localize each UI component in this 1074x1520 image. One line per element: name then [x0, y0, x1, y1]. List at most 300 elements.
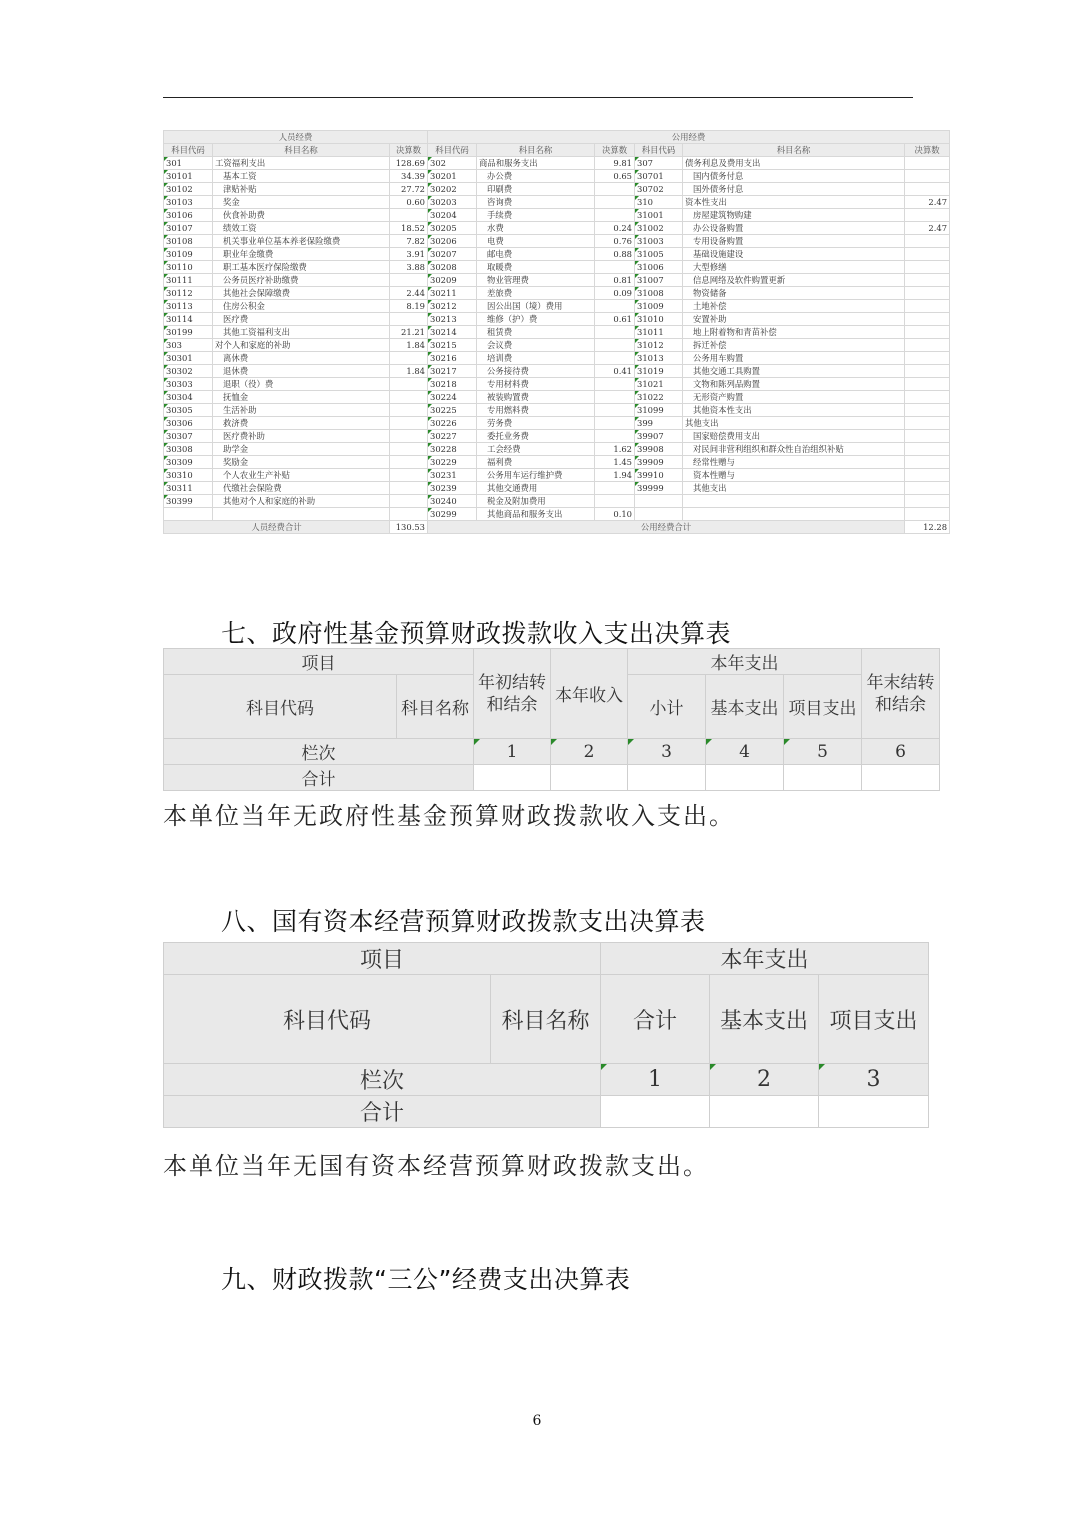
- table-row: [164, 235, 950, 248]
- public-a-amount-cell: [595, 326, 635, 339]
- public-a-code-cell: 30218: [428, 378, 477, 391]
- public-a-amount-cell: [595, 209, 635, 222]
- public-b-code-cell: 39910: [635, 469, 683, 482]
- h-basic: 基本支出: [710, 975, 819, 1064]
- public-a-code-cell: 30203: [428, 196, 477, 209]
- personnel-code-cell: 30108: [164, 235, 213, 248]
- public-b-name-cell: 拆迁补偿: [683, 339, 905, 352]
- public-b-code-cell: 39909: [635, 456, 683, 469]
- h-name: 科目名称: [397, 675, 474, 739]
- personnel-code-cell: 30101: [164, 170, 213, 183]
- public-b-code-cell: 31006: [635, 261, 683, 274]
- personnel-code-cell: 30309: [164, 456, 213, 469]
- public-a-amount-cell: 0.24: [595, 222, 635, 235]
- personnel-name-cell: 职业年金缴费: [213, 248, 390, 261]
- public-b-name-cell: 办公设备购置: [683, 222, 905, 235]
- public-a-name-cell: 公务用车运行维护费: [477, 469, 595, 482]
- table-row: [164, 222, 950, 235]
- public-a-code-cell: 30217: [428, 365, 477, 378]
- public-b-amount-cell: 2.47: [905, 196, 950, 209]
- public-b-name-cell: 其他支出: [683, 417, 905, 430]
- public-a-name-cell: 专用材料费: [477, 378, 595, 391]
- table-row: [164, 469, 950, 482]
- section8-heading: 八、国有资本经营预算财政拨款支出决算表: [221, 907, 706, 936]
- public-a-name-cell: 租赁费: [477, 326, 595, 339]
- public-b-amount-cell: [905, 430, 950, 443]
- public-a-code-cell: 30204: [428, 209, 477, 222]
- personnel-amount-cell: [390, 456, 428, 469]
- public-b-amount-cell: [905, 417, 950, 430]
- public-a-name-cell: 劳务费: [477, 417, 595, 430]
- public-b-amount-cell: [905, 274, 950, 287]
- public-b-code-cell: 39999: [635, 482, 683, 495]
- public-b-code-cell: 31001: [635, 209, 683, 222]
- personnel-name-cell: [213, 508, 390, 521]
- col-num: 1: [474, 739, 551, 765]
- public-total-label: 公用经费合计: [428, 521, 905, 534]
- public-b-code-cell: 31007: [635, 274, 683, 287]
- public-a-name-cell: 电费: [477, 235, 595, 248]
- personnel-amount-cell: [390, 209, 428, 222]
- h-code: 科目代码: [164, 675, 397, 739]
- table-row: [164, 456, 950, 469]
- personnel-amount-cell: [390, 352, 428, 365]
- personnel-code-cell: 30310: [164, 469, 213, 482]
- section7-note: 本单位当年无政府性基金预算财政拨款收入支出。: [163, 802, 735, 830]
- col-amount: 决算数: [595, 144, 635, 157]
- personnel-name-cell: 津贴补贴: [213, 183, 390, 196]
- public-b-name-cell: 经常性赠与: [683, 456, 905, 469]
- public-b-name-cell: 大型修缮: [683, 261, 905, 274]
- table-row: [164, 196, 950, 209]
- public-b-amount-cell: [905, 404, 950, 417]
- table-row: [164, 482, 950, 495]
- col-num: 2: [551, 739, 628, 765]
- personnel-name-cell: 抚恤金: [213, 391, 390, 404]
- public-b-name-cell: 国内债务付息: [683, 170, 905, 183]
- public-a-amount-cell: [595, 339, 635, 352]
- personnel-code-cell: 30305: [164, 404, 213, 417]
- total-cell: [819, 1096, 929, 1128]
- public-a-code-cell: 30212: [428, 300, 477, 313]
- h-begin: 年初结转和结余: [474, 649, 551, 739]
- public-b-name-cell: 国家赔偿费用支出: [683, 430, 905, 443]
- table-row: [164, 391, 950, 404]
- public-a-amount-cell: [595, 391, 635, 404]
- public-b-name-cell: 其他支出: [683, 482, 905, 495]
- public-b-amount-cell: [905, 365, 950, 378]
- personnel-code-cell: 30103: [164, 196, 213, 209]
- public-a-amount-cell: [595, 430, 635, 443]
- personnel-code-cell: 303: [164, 339, 213, 352]
- public-b-name-cell: 房屋建筑物购建: [683, 209, 905, 222]
- personnel-amount-cell: [390, 378, 428, 391]
- personnel-amount-cell: [390, 404, 428, 417]
- public-a-code-cell: 30227: [428, 430, 477, 443]
- public-b-name-cell: 地上附着物和青苗补偿: [683, 326, 905, 339]
- public-a-amount-cell: [595, 261, 635, 274]
- total-cell: [601, 1096, 710, 1128]
- public-a-code-cell: 302: [428, 157, 477, 170]
- personnel-amount-cell: 128.69: [390, 157, 428, 170]
- table-row: [164, 313, 950, 326]
- public-a-name-cell: 水费: [477, 222, 595, 235]
- personnel-amount-cell: [390, 508, 428, 521]
- public-a-code-cell: 30216: [428, 352, 477, 365]
- public-total: 12.28: [905, 521, 950, 534]
- personnel-code-cell: 30307: [164, 430, 213, 443]
- public-a-code-cell: 30209: [428, 274, 477, 287]
- header-personnel: 人员经费: [164, 131, 428, 144]
- public-a-code-cell: 30228: [428, 443, 477, 456]
- public-b-code-cell: 31099: [635, 404, 683, 417]
- public-a-code-cell: 30214: [428, 326, 477, 339]
- personnel-amount-cell: 8.19: [390, 300, 428, 313]
- col-name: 科目名称: [477, 144, 595, 157]
- table-row: [164, 365, 950, 378]
- public-a-name-cell: 福利费: [477, 456, 595, 469]
- table-row: [164, 339, 950, 352]
- h-item: 项目: [164, 943, 601, 975]
- personnel-code-cell: 30199: [164, 326, 213, 339]
- personnel-name-cell: 个人农业生产补贴: [213, 469, 390, 482]
- personnel-code-cell: 30114: [164, 313, 213, 326]
- personnel-name-cell: 工资福利支出: [213, 157, 390, 170]
- public-a-name-cell: 邮电费: [477, 248, 595, 261]
- public-a-name-cell: 税金及附加费用: [477, 495, 595, 508]
- personnel-code-cell: 30303: [164, 378, 213, 391]
- public-b-name-cell: 基础设施建设: [683, 248, 905, 261]
- personnel-name-cell: 伙食补助费: [213, 209, 390, 222]
- total-cell: [474, 765, 551, 791]
- personnel-amount-cell: 18.52: [390, 222, 428, 235]
- public-a-code-cell: 30201: [428, 170, 477, 183]
- col-amount: 决算数: [390, 144, 428, 157]
- public-a-code-cell: 30239: [428, 482, 477, 495]
- total-cell: [862, 765, 940, 791]
- col-num: 3: [628, 739, 706, 765]
- public-b-amount-cell: [905, 469, 950, 482]
- personnel-code-cell: 30301: [164, 352, 213, 365]
- public-a-code-cell: 30213: [428, 313, 477, 326]
- personnel-amount-cell: 2.44: [390, 287, 428, 300]
- table-row: [164, 352, 950, 365]
- public-a-code-cell: 30215: [428, 339, 477, 352]
- col-num: 1: [601, 1064, 710, 1096]
- public-a-amount-cell: 0.41: [595, 365, 635, 378]
- table-row: [164, 183, 950, 196]
- table-row: [164, 443, 950, 456]
- public-a-name-cell: 因公出国（境）费用: [477, 300, 595, 313]
- personnel-code-cell: 30102: [164, 183, 213, 196]
- public-a-code-cell: 30299: [428, 508, 477, 521]
- public-a-code-cell: 30231: [428, 469, 477, 482]
- col-amount: 决算数: [905, 144, 950, 157]
- personnel-amount-cell: 0.60: [390, 196, 428, 209]
- public-b-code-cell: 31010: [635, 313, 683, 326]
- public-b-amount-cell: [905, 183, 950, 196]
- public-b-name-cell: 资本性赠与: [683, 469, 905, 482]
- total-cell: [706, 765, 784, 791]
- public-b-code-cell: [635, 508, 683, 521]
- public-a-name-cell: 取暖费: [477, 261, 595, 274]
- public-b-code-cell: 31021: [635, 378, 683, 391]
- public-a-amount-cell: 0.65: [595, 170, 635, 183]
- public-b-code-cell: 31002: [635, 222, 683, 235]
- table-row: [164, 495, 950, 508]
- personnel-amount-cell: [390, 430, 428, 443]
- personnel-amount-cell: [390, 482, 428, 495]
- table-row: [164, 378, 950, 391]
- personnel-amount-cell: 1.84: [390, 365, 428, 378]
- public-b-name-cell: 公务用车购置: [683, 352, 905, 365]
- h-income: 本年收入: [551, 649, 628, 739]
- row-col-label: 栏次: [164, 739, 474, 765]
- personnel-name-cell: 其他社会保障缴费: [213, 287, 390, 300]
- personnel-name-cell: 退职（役）费: [213, 378, 390, 391]
- total-cell: [784, 765, 862, 791]
- col-num: 6: [862, 739, 940, 765]
- public-b-name-cell: 物资储备: [683, 287, 905, 300]
- h-item: 项目: [164, 649, 474, 675]
- personnel-name-cell: 其他对个人和家庭的补助: [213, 495, 390, 508]
- h-total: 合计: [601, 975, 710, 1064]
- public-a-amount-cell: [595, 417, 635, 430]
- col-code: 科目代码: [164, 144, 213, 157]
- personnel-amount-cell: [390, 443, 428, 456]
- total-cell: [551, 765, 628, 791]
- public-a-name-cell: 会议费: [477, 339, 595, 352]
- personnel-amount-cell: 27.72: [390, 183, 428, 196]
- public-a-amount-cell: 0.09: [595, 287, 635, 300]
- public-b-name-cell: 国外债务付息: [683, 183, 905, 196]
- public-a-name-cell: 专用燃料费: [477, 404, 595, 417]
- table-row: [164, 209, 950, 222]
- public-a-name-cell: 办公费: [477, 170, 595, 183]
- public-a-amount-cell: 0.10: [595, 508, 635, 521]
- public-b-amount-cell: [905, 248, 950, 261]
- h-project: 项目支出: [819, 975, 929, 1064]
- public-b-amount-cell: [905, 508, 950, 521]
- public-a-code-cell: 30226: [428, 417, 477, 430]
- public-a-code-cell: 30211: [428, 287, 477, 300]
- col-num: 4: [706, 739, 784, 765]
- public-b-name-cell: 其他交通工具购置: [683, 365, 905, 378]
- personnel-amount-cell: [390, 391, 428, 404]
- personnel-code-cell: 30111: [164, 274, 213, 287]
- public-a-amount-cell: 0.81: [595, 274, 635, 287]
- public-b-amount-cell: [905, 339, 950, 352]
- public-a-amount-cell: 1.94: [595, 469, 635, 482]
- public-a-amount-cell: 1.45: [595, 456, 635, 469]
- personnel-total: 130.53: [390, 521, 428, 534]
- public-b-code-cell: 31008: [635, 287, 683, 300]
- public-a-name-cell: 工会经费: [477, 443, 595, 456]
- table-row: [164, 170, 950, 183]
- personnel-name-cell: 公务员医疗补助缴费: [213, 274, 390, 287]
- personnel-name-cell: 生活补助: [213, 404, 390, 417]
- public-a-code-cell: 30224: [428, 391, 477, 404]
- public-b-amount-cell: [905, 326, 950, 339]
- public-a-name-cell: 手续费: [477, 209, 595, 222]
- public-b-code-cell: 307: [635, 157, 683, 170]
- personnel-amount-cell: 21.21: [390, 326, 428, 339]
- public-a-amount-cell: [595, 404, 635, 417]
- public-a-amount-cell: [595, 378, 635, 391]
- public-a-amount-cell: [595, 482, 635, 495]
- public-a-name-cell: 公务接待费: [477, 365, 595, 378]
- public-a-amount-cell: [595, 495, 635, 508]
- personnel-code-cell: 30113: [164, 300, 213, 313]
- public-b-code-cell: 31009: [635, 300, 683, 313]
- public-b-code-cell: 31011: [635, 326, 683, 339]
- public-a-amount-cell: 0.76: [595, 235, 635, 248]
- col-code: 科目代码: [635, 144, 683, 157]
- public-a-amount-cell: [595, 196, 635, 209]
- table-row: [164, 326, 950, 339]
- col-name: 科目名称: [683, 144, 905, 157]
- h-code: 科目代码: [164, 975, 491, 1064]
- public-b-amount-cell: [905, 495, 950, 508]
- personnel-code-cell: 30106: [164, 209, 213, 222]
- personnel-code-cell: 30109: [164, 248, 213, 261]
- h-project: 项目支出: [784, 675, 862, 739]
- public-b-amount-cell: [905, 170, 950, 183]
- public-a-code-cell: 30240: [428, 495, 477, 508]
- h-this-year-exp: 本年支出: [601, 943, 929, 975]
- public-b-amount-cell: [905, 300, 950, 313]
- col-num: 2: [710, 1064, 819, 1096]
- h-this-year-exp: 本年支出: [628, 649, 862, 675]
- public-a-name-cell: 咨询费: [477, 196, 595, 209]
- public-b-code-cell: 31003: [635, 235, 683, 248]
- personnel-name-cell: 基本工资: [213, 170, 390, 183]
- table-row: [164, 274, 950, 287]
- public-a-code-cell: 30206: [428, 235, 477, 248]
- section7-heading: 七、政府性基金预算财政拨款收入支出决算表: [221, 619, 732, 648]
- public-b-amount-cell: [905, 209, 950, 222]
- personnel-code-cell: 30311: [164, 482, 213, 495]
- table-row: [164, 508, 950, 521]
- public-b-name-cell: 信息网络及软件购置更新: [683, 274, 905, 287]
- public-b-name-cell: 安置补助: [683, 313, 905, 326]
- table-row: [164, 404, 950, 417]
- personnel-amount-cell: 3.91: [390, 248, 428, 261]
- public-a-code-cell: 30205: [428, 222, 477, 235]
- public-b-name-cell: 土地补偿: [683, 300, 905, 313]
- gov-fund-table: [163, 648, 940, 791]
- col-num: 5: [784, 739, 862, 765]
- personnel-amount-cell: 7.82: [390, 235, 428, 248]
- public-b-amount-cell: [905, 235, 950, 248]
- public-b-amount-cell: [905, 443, 950, 456]
- table-row: [164, 261, 950, 274]
- public-a-name-cell: 商品和服务支出: [477, 157, 595, 170]
- personnel-amount-cell: [390, 417, 428, 430]
- personnel-code-cell: 301: [164, 157, 213, 170]
- personnel-code-cell: 30399: [164, 495, 213, 508]
- table-row: [164, 157, 950, 170]
- personnel-name-cell: 住房公积金: [213, 300, 390, 313]
- public-b-name-cell: 文物和陈列品购置: [683, 378, 905, 391]
- personnel-code-cell: 30107: [164, 222, 213, 235]
- personnel-total-label: 人员经费合计: [164, 521, 390, 534]
- public-b-name-cell: [683, 508, 905, 521]
- total-cell: [628, 765, 706, 791]
- public-a-name-cell: 培训费: [477, 352, 595, 365]
- state-capital-table: [163, 942, 929, 1128]
- personnel-name-cell: 职工基本医疗保险缴费: [213, 261, 390, 274]
- public-b-amount-cell: [905, 378, 950, 391]
- public-b-name-cell: 无形资产购置: [683, 391, 905, 404]
- public-a-code-cell: 30208: [428, 261, 477, 274]
- personnel-code-cell: 30308: [164, 443, 213, 456]
- personnel-name-cell: 奖励金: [213, 456, 390, 469]
- public-a-name-cell: 维修（护）费: [477, 313, 595, 326]
- public-b-code-cell: 31013: [635, 352, 683, 365]
- personnel-name-cell: 其他工资福利支出: [213, 326, 390, 339]
- table-row: [164, 248, 950, 261]
- public-b-code-cell: [635, 495, 683, 508]
- h-name: 科目名称: [491, 975, 601, 1064]
- section8-note: 本单位当年无国有资本经营预算财政拨款支出。: [163, 1152, 709, 1180]
- public-a-name-cell: 委托业务费: [477, 430, 595, 443]
- public-a-code-cell: 30229: [428, 456, 477, 469]
- public-b-amount-cell: [905, 391, 950, 404]
- public-b-code-cell: 39907: [635, 430, 683, 443]
- personnel-name-cell: 助学金: [213, 443, 390, 456]
- header-public: 公用经费: [428, 131, 950, 144]
- public-b-name-cell: 对民间非营利组织和群众性自治组织补贴: [683, 443, 905, 456]
- total-cell: [710, 1096, 819, 1128]
- public-b-code-cell: 39908: [635, 443, 683, 456]
- public-b-code-cell: 30701: [635, 170, 683, 183]
- public-b-amount-cell: [905, 456, 950, 469]
- h-subtotal: 小计: [628, 675, 706, 739]
- page-number: 6: [532, 1413, 542, 1429]
- public-b-name-cell: 债务利息及费用支出: [683, 157, 905, 170]
- h-end: 年末结转和结余: [862, 649, 940, 739]
- personnel-name-cell: 医疗费补助: [213, 430, 390, 443]
- personnel-amount-cell: [390, 274, 428, 287]
- personnel-name-cell: 医疗费: [213, 313, 390, 326]
- personnel-code-cell: 30302: [164, 365, 213, 378]
- public-a-code-cell: 30225: [428, 404, 477, 417]
- public-a-amount-cell: 0.88: [595, 248, 635, 261]
- public-b-amount-cell: [905, 261, 950, 274]
- public-a-name-cell: 印刷费: [477, 183, 595, 196]
- personnel-code-cell: 30304: [164, 391, 213, 404]
- public-b-code-cell: 30702: [635, 183, 683, 196]
- public-a-name-cell: 其他商品和服务支出: [477, 508, 595, 521]
- public-a-amount-cell: [595, 300, 635, 313]
- table-row: [164, 417, 950, 430]
- col-name: 科目名称: [213, 144, 390, 157]
- public-b-amount-cell: [905, 482, 950, 495]
- personnel-name-cell: 绩效工资: [213, 222, 390, 235]
- public-b-amount-cell: [905, 157, 950, 170]
- table-row: [164, 430, 950, 443]
- personnel-name-cell: 对个人和家庭的补助: [213, 339, 390, 352]
- personnel-code-cell: 30112: [164, 287, 213, 300]
- col-code: 科目代码: [428, 144, 477, 157]
- personnel-name-cell: 奖金: [213, 196, 390, 209]
- public-b-code-cell: 31005: [635, 248, 683, 261]
- header-rule: [163, 97, 913, 98]
- personnel-name-cell: 离休费: [213, 352, 390, 365]
- public-b-code-cell: 31022: [635, 391, 683, 404]
- public-a-name-cell: 其他交通费用: [477, 482, 595, 495]
